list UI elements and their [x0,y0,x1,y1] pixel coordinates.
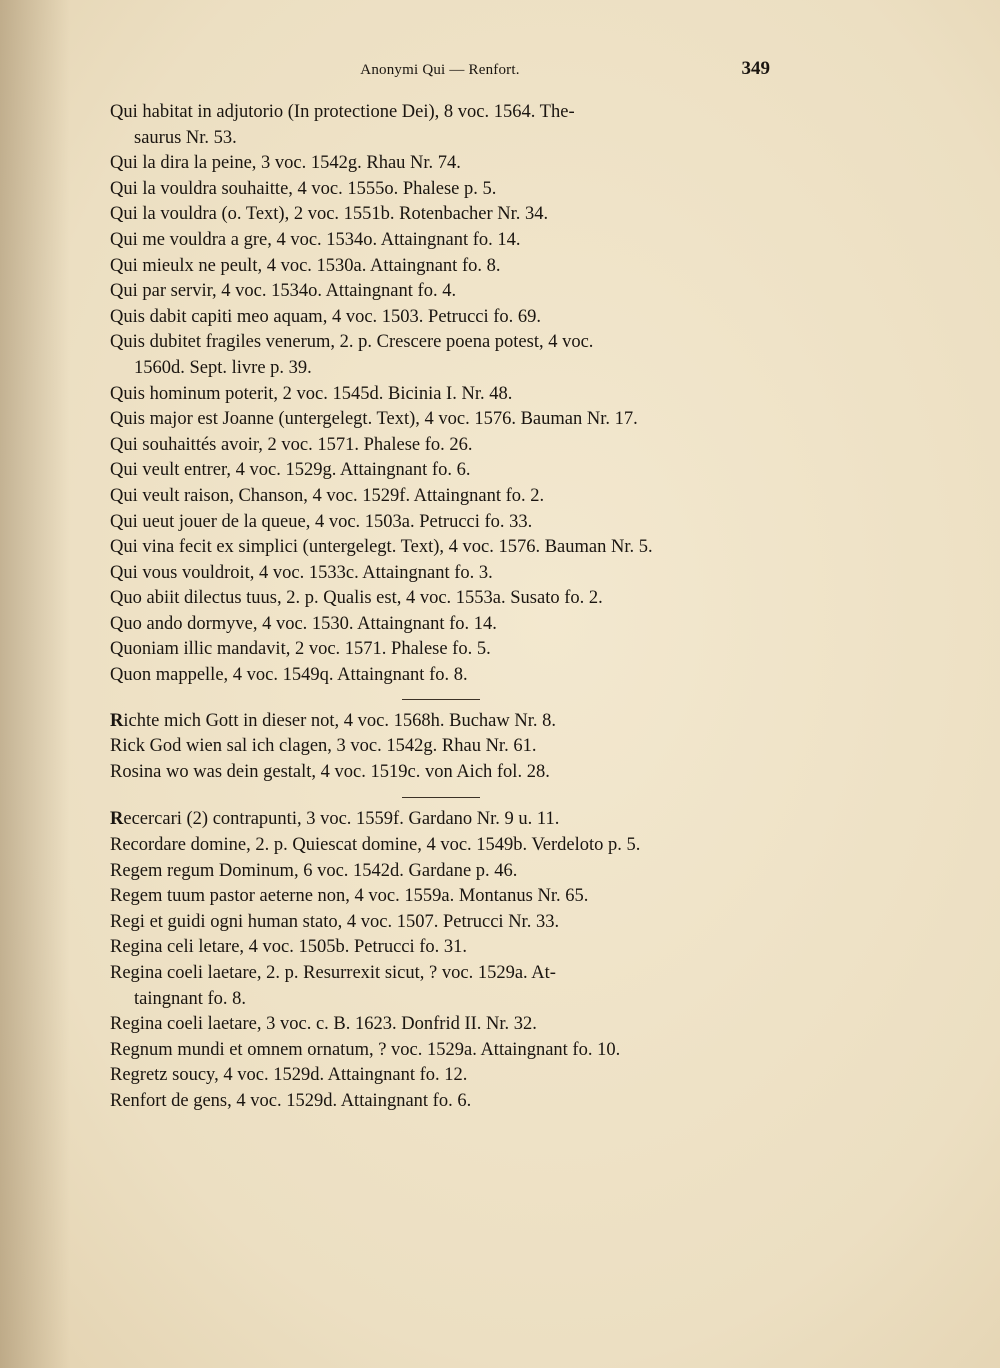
index-entry [110,510,772,536]
section-qui-entries [110,100,772,689]
page-number: 349 [741,58,770,79]
index-entry [110,961,772,1012]
index-entry [110,382,772,408]
index-entry [110,709,772,735]
entry-text: Renfort de gens, 4 voc. 1529d. Attaingnant fo. 6. [110,1090,472,1111]
entry-text: Regnum mundi et omnem ornatum, ? voc. 1529a. Attaingnant fo. 10. [110,1039,621,1060]
entry-text: ecercari (2) contrapunti, 3 voc. 1559f. Gardano Nr. 9 u. 11. [123,809,560,830]
entry-text: Regina coeli laetare, 3 voc. c. B. 1623. Donfrid II. Nr. 32. [110,1014,537,1035]
entry-text: Qui mieulx ne peult, 4 voc. 1530a. Attaingnant fo. 8. [110,255,501,276]
entry-text: Regina celi letare, 4 voc. 1505b. Petrucci fo. 31. [110,937,468,958]
entry-text: Qui la vouldra souhaitte, 4 voc. 1555o. Phalese p. 5. [110,178,497,199]
index-entry [110,833,772,859]
index-entry [110,177,772,203]
entry-continuation: taingnant fo. 8. [134,988,247,1009]
index-entry [110,935,772,961]
index-entry [110,1089,772,1115]
index-entry [110,663,772,689]
entry-text: Regretz soucy, 4 voc. 1529d. Attaingnant fo. 12. [110,1065,468,1086]
index-entry [110,586,772,612]
entry-text: Quis hominum poterit, 2 voc. 1545d. Bicinia I. Nr. 48. [110,383,513,404]
entry-text: Qui vina fecit ex simplici (untergelegt. Text), 4 voc. 1576. Bauman Nr. 5. [110,537,653,558]
entry-text: Rick God wien sal ich clagen, 3 voc. 1542g. Rhau Nr. 61. [110,736,537,757]
index-entry [110,484,772,510]
entry-text: Recordare domine, 2. p. Quiescat domine, 4 voc. 1549b. Verdeloto p. 5. [110,835,641,856]
section-initial: R [110,809,124,830]
index-entry [110,884,772,910]
index-entry [110,807,772,833]
index-entry [110,100,772,151]
index-entry [110,1038,772,1064]
index-entry [110,535,772,561]
entry-text: Qui la vouldra (o. Text), 2 voc. 1551b. Rotenbacher Nr. 34. [110,204,549,225]
index-entry [110,612,772,638]
entry-continuation: 1560d. Sept. livre p. 39. [134,357,312,378]
entry-text: Qui veult entrer, 4 voc. 1529g. Attaingnant fo. 6. [110,460,471,481]
section-r-german-entries [110,709,772,786]
index-entry [110,330,772,381]
entry-text: Qui habitat in adjutorio (In protectione Dei), 8 voc. 1564. The- [110,102,575,122]
index-entry [110,254,772,280]
page-header [110,58,770,88]
running-title: Anonymi Qui — Renfort. [360,62,520,78]
index-entry [110,458,772,484]
index-entry [110,561,772,587]
entry-text: Qui vous vouldroit, 4 voc. 1533c. Attaingnant fo. 3. [110,562,493,583]
entry-text: Regem regum Dominum, 6 voc. 1542d. Gardane p. 46. [110,860,518,881]
entry-text: Quon mappelle, 4 voc. 1549q. Attaingnant fo. 8. [110,665,468,686]
index-entry [110,1012,772,1038]
section-divider [402,699,480,700]
entry-text: Quis dubitet fragiles venerum, 2. p. Crescere poena potest, 4 voc. [110,332,594,353]
index-entry [110,305,772,331]
entry-text: ichte mich Gott in dieser not, 4 voc. 1568h. Buchaw Nr. 8. [123,710,556,731]
index-entry [110,734,772,760]
section-initial: R [110,710,124,731]
entry-text: Qui souhaittés avoir, 2 voc. 1571. Phalese fo. 26. [110,434,473,455]
entry-continuation: saurus Nr. 53. [134,127,237,148]
index-entry [110,202,772,228]
entry-text: Rosina wo was dein gestalt, 4 voc. 1519c. von Aich fol. 28. [110,761,550,782]
entry-text: Regem tuum pastor aeterne non, 4 voc. 1559a. Montanus Nr. 65. [110,886,589,907]
index-entry [110,760,772,786]
index-entry [110,407,772,433]
entry-text: Quis dabit capiti meo aquam, 4 voc. 1503. Petrucci fo. 69. [110,306,542,327]
entry-text: Quis major est Joanne (untergelegt. Text), 4 voc. 1576. Bauman Nr. 17. [110,409,638,430]
section-divider [402,797,480,798]
entry-text: Qui ueut jouer de la queue, 4 voc. 1503a. Petrucci fo. 33. [110,511,533,532]
index-entry [110,279,772,305]
index-entry [110,228,772,254]
index-content [110,100,772,1115]
entry-text: Regi et guidi ogni human stato, 4 voc. 1507. Petrucci Nr. 33. [110,911,560,932]
index-entry [110,151,772,177]
entry-text: Qui veult raison, Chanson, 4 voc. 1529f. Attaingnant fo. 2. [110,485,545,506]
entry-text: Quo abiit dilectus tuus, 2. p. Qualis est, 4 voc. 1553a. Susato fo. 2. [110,588,603,609]
index-entry [110,1063,772,1089]
spine-shadow [0,0,70,1368]
index-entry [110,637,772,663]
entry-text: Qui la dira la peine, 3 voc. 1542g. Rhau Nr. 74. [110,153,461,174]
section-r-latin-entries [110,807,772,1114]
entry-text: Qui me vouldra a gre, 4 voc. 1534o. Attaingnant fo. 14. [110,229,521,250]
index-entry [110,910,772,936]
entry-text: Quoniam illic mandavit, 2 voc. 1571. Phalese fo. 5. [110,639,491,660]
entry-text: Quo ando dormyve, 4 voc. 1530. Attaingnant fo. 14. [110,613,497,634]
entry-text: Regina coeli laetare, 2. p. Resurrexit sicut, ? voc. 1529a. At- [110,963,556,983]
entry-text: Qui par servir, 4 voc. 1534o. Attaingnant fo. 4. [110,281,457,302]
index-entry [110,433,772,459]
index-entry [110,859,772,885]
